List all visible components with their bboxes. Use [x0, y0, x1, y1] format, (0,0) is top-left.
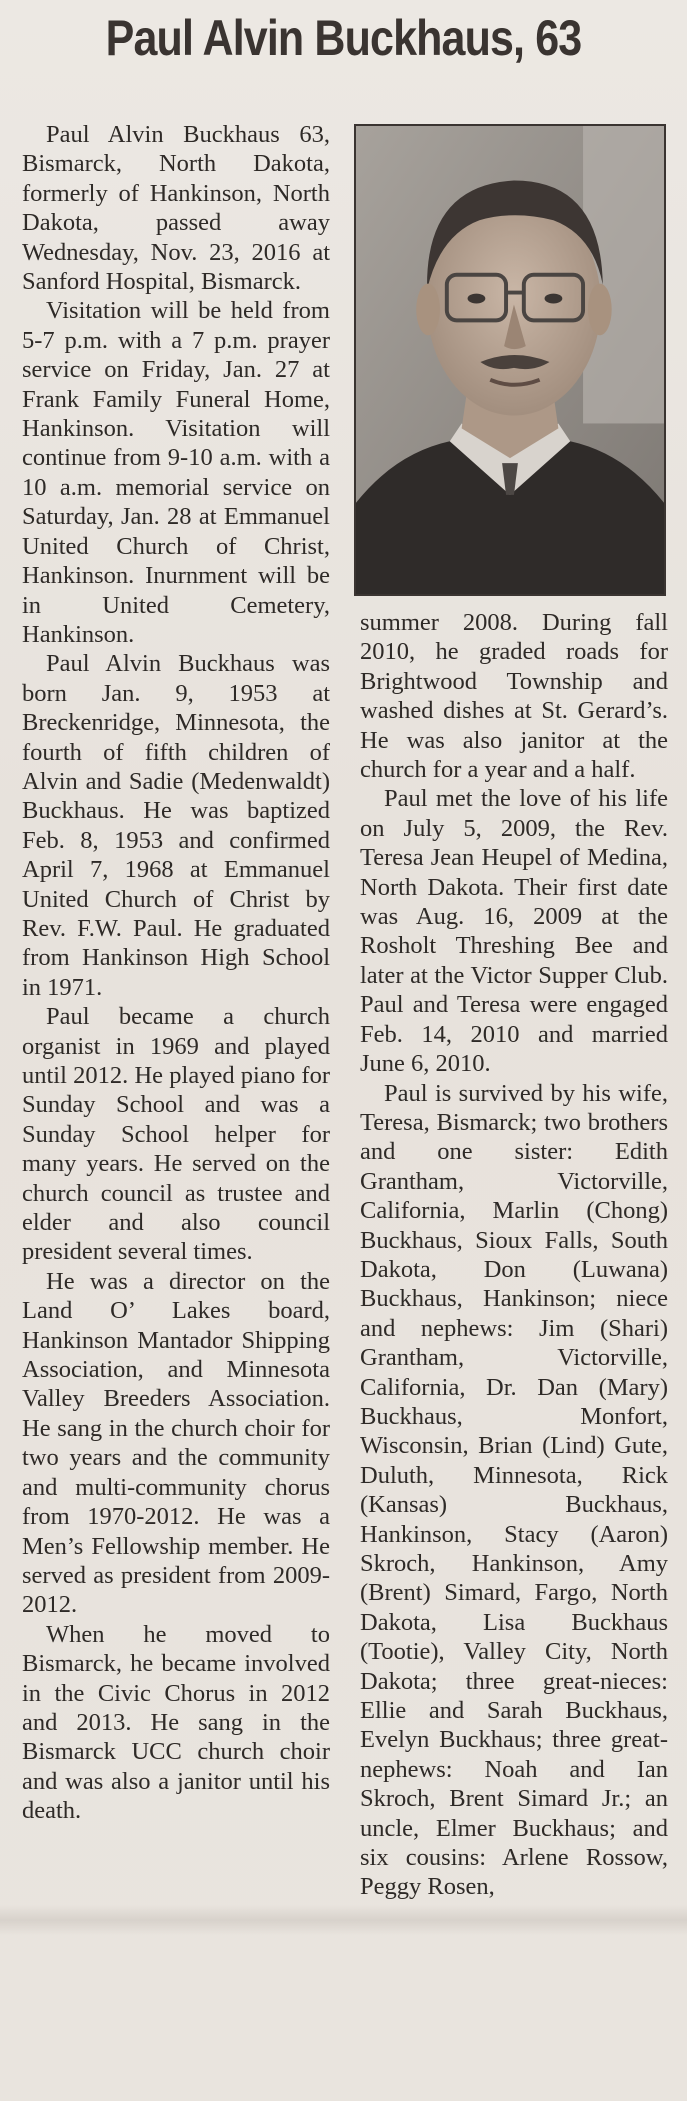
paragraph-work-continued: summer 2008. During fall 2010, he graded roads for Brightwood Township and washed dishes at St. Gerard’s. He was also janitor at the church for a year and a half.: [360, 609, 668, 784]
paragraph-survivors: Paul is survived by his wife, Teresa, Bismarck; two brothers and one sister: Edith Grantham, Victorville, California, Marlin (Chong) Buckhaus, Sioux Falls, South Dakota, Don (Luwana) Buckhaus, Hankinson; niece and nephews: Jim (Shari) Grantham, Victorville, California, Dr. Dan (Mary) Buckhaus, Monfort, Wisconsin, Brian (Lind) Gute, Duluth, Minnesota, Rick (Kansas) Buckhaus, Hankinson, Stacy (Aaron) Skroch, Hankinson, Amy (Brent) Simard, Fargo, North Dakota, Lisa Buckhaus (Tootie), Valley City, North Dakota; three great-nieces: Ellie and Sarah Buckhaus, Evelyn Buckhaus; three great-nephews: Noah and Ian Skroch, Brent Simard Jr.; an uncle, Elmer Buckhaus; and six cousins: Arlene Rossow, Peggy Rosen,: [360, 1079, 668, 1901]
obituary-headline: Paul Alvin Buckhaus, 63: [105, 10, 582, 66]
portrait-illustration: [356, 126, 664, 594]
paragraph-church-organist: Paul became a church organist in 1969 and played until 2012. He played piano for Sunday School and was a Sunday School helper for many years. He served on the church council as trustee and elder and also council president several times.: [22, 1003, 330, 1266]
paragraph-associations: He was a director on the Land O’ Lakes board, Hankinson Mantador Shipping Association, and Minnesota Valley Breeders Association. He sang in the church choir for two years and the community and multi-community chorus from 1970-2012. He was a Men’s Fellowship member. He served as president from 2009-2012.: [22, 1267, 330, 1619]
paragraph-services: Visitation will be held from 5-7 p.m. with a 7 p.m. prayer service on Friday, Jan. 27 at Frank Family Funeral Home, Hankinson. Visitation will continue from 9-10 a.m. with a 10 a.m. memorial service on Saturday, Jan. 28 at Emmanuel United Church of Christ, Hankinson. Inurnment will be in United Cemetery, Hankinson.: [22, 297, 330, 648]
paragraph-birth: Paul Alvin Buckhaus was born Jan. 9, 1953 at Breckenridge, Minnesota, the fourth of fifth children of Alvin and Sadie (Medenwaldt) Buckhaus. He was baptized Feb. 8, 1953 and confirmed April 7, 1968 at Emmanuel United Church of Christ by Rev. F.W. Paul. He graduated from Hankinson High School in 1971.: [22, 650, 330, 1001]
portrait-photo: [354, 124, 666, 596]
paragraph-marriage: Paul met the love of his life on July 5, 2009, the Rev. Teresa Jean Heupel of Medina, North Dakota. Their first date was Aug. 16, 2009 at the Rosholt Threshing Bee and later at the Victor Supper Club. Paul and Teresa were engaged Feb. 14, 2010 and married June 6, 2010.: [360, 785, 668, 1078]
right-text-column: [360, 608, 668, 2095]
paragraph-death-notice: Paul Alvin Buckhaus 63, Bismarck, North Dakota, formerly of Hankinson, North Dakota, passed away Wednesday, Nov. 23, 2016 at Sanford Hospital, Bismarck.: [22, 121, 330, 296]
left-text-column: [22, 120, 330, 2095]
paragraph-bismarck: When he moved to Bismarck, he became involved in the Civic Chorus in 2012 and 2013. He sang in the Bismarck UCC church choir and was also a janitor until his death.: [22, 1620, 330, 1825]
